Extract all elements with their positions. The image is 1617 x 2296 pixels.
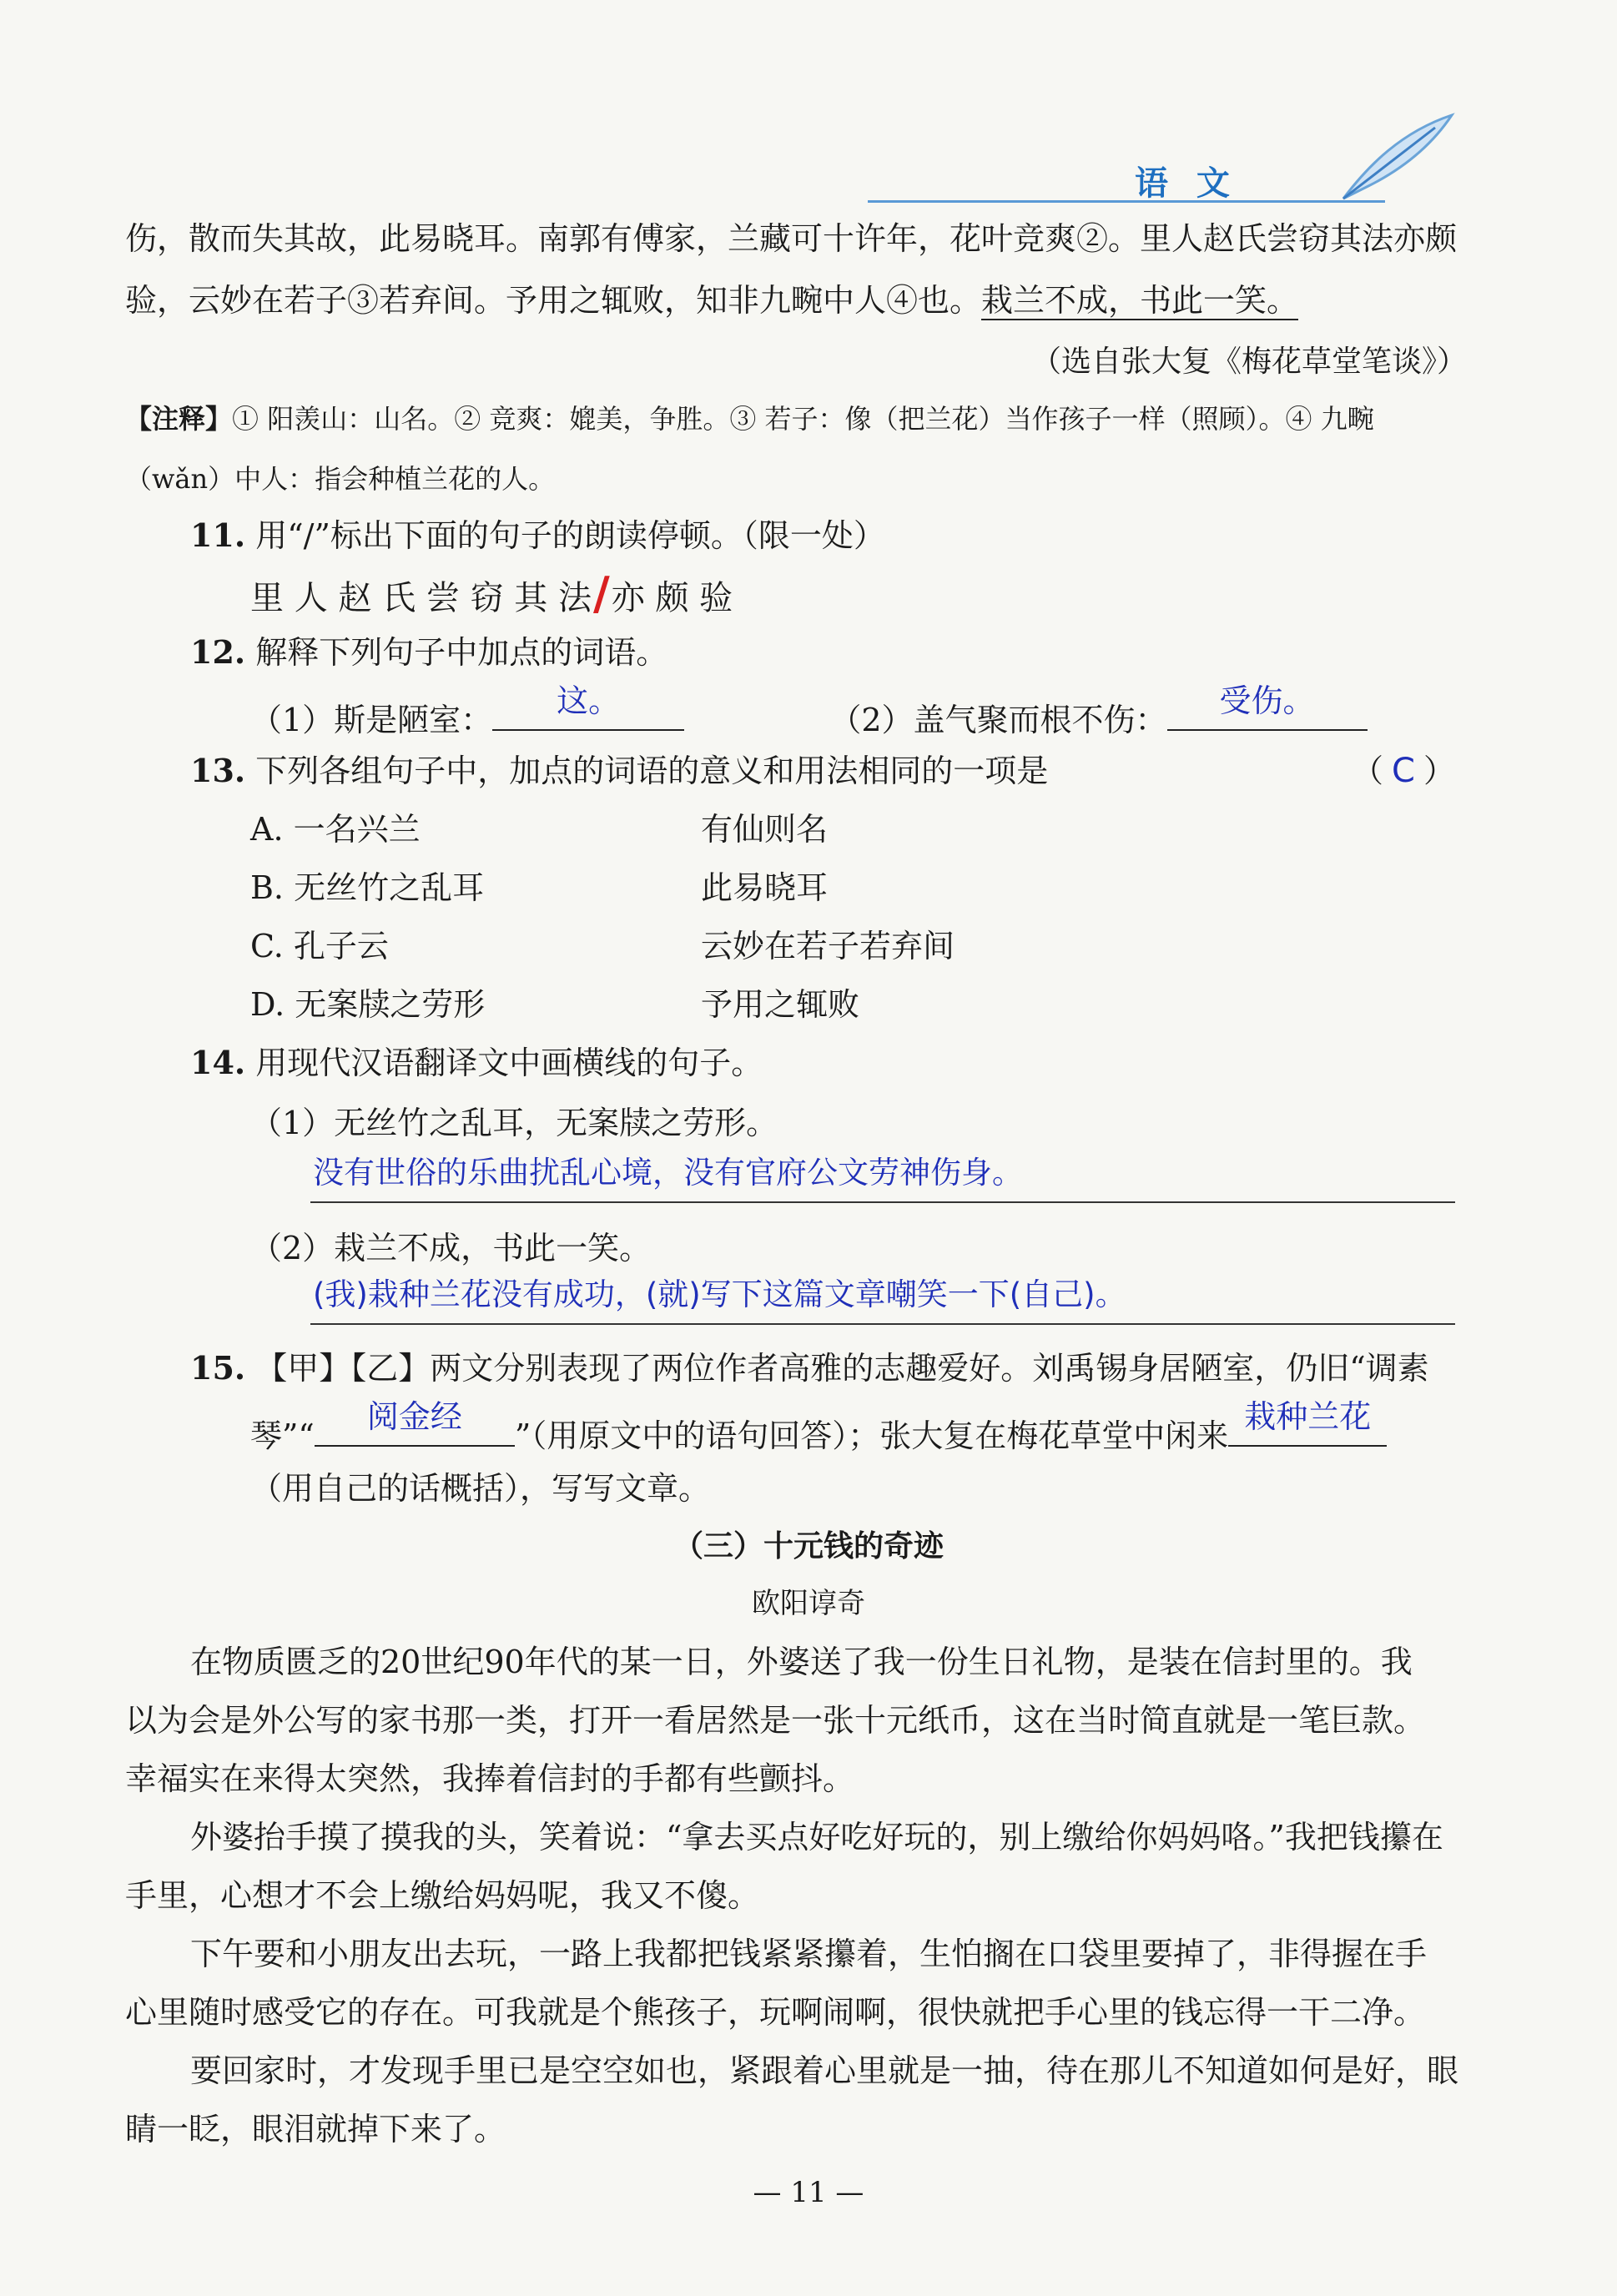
s3-p2-line-2: 手里，心想才不会上缴给妈妈呢，我又不傻。 [125,1877,760,1914]
q11-prompt [190,512,885,559]
q13-prompt [190,748,1048,794]
q13-option-c: C. 孔子云 [250,928,389,964]
q14-item-2: （2）栽兰不成，书此一笑。 [250,1230,652,1266]
q12-prompt [190,629,667,676]
q11-sentence [250,567,733,622]
q12-answer-2: 受伤。 [1219,682,1315,719]
q12-item-1: （1）斯是陋室： [250,702,493,738]
s3-p2-line-1: 外婆抬手摸了摸我的头，笑着说：“拿去买点好吃好玩的，别上缴给你妈妈咯。”我把钱攥在 [190,1819,1443,1855]
q11-text: 用“/”标出下面的句子的朗读停顿。（限一处） [255,517,885,554]
notes-line-2: （wǎn）中人：指会种植兰花的人。 [125,463,556,495]
q11-sentence-a: 里 人 赵 氏 尝 窃 其 法 [250,579,592,617]
q15-text-2b: ”（用原文中的语句回答）；张大复在梅花草堂中闲来 [514,1417,1229,1454]
q13-answer: C [1392,752,1415,790]
s3-p1-line-2: 以为会是外公写的家书那一类，打开一看居然是一张十元纸币，这在当时简直就是一笔巨款。 [125,1702,1426,1739]
q13-option-d-pair: 予用之辄败 [701,986,860,1023]
s3-p3-line-1: 下午要和小朋友出去玩，一路上我都把钱紧紧攥着，生怕搁在口袋里要掉了，非得握在手 [190,1936,1428,1972]
passage-line-1: 伤，散而失其故，此易晓耳。南郭有傅家，兰藏可十许年，花叶竞爽②。里人赵氏尝窃其法亦颇 [125,220,1458,257]
q14-item-1: （1）无丝竹之乱耳，无案牍之劳形。 [250,1105,778,1141]
q15-answer-1: 阅金经 [366,1398,462,1435]
q13-option-b: B. 无丝竹之乱耳 [250,869,485,906]
q14-answer-2: (我)栽种兰花没有成功，(就)写下这篇文章嘲笑一下(自己)。 [313,1276,1126,1312]
notes-label: 【注释】 [125,403,233,435]
header-subject: 语 文 [1135,164,1238,203]
section3-author: 欧阳谆奇 [752,1587,865,1620]
q15-blank-1 [315,1398,515,1447]
q14-number: 14. [190,1044,246,1081]
s3-p1-line-3: 幸福实在来得太突然，我捧着信封的手都有些颤抖。 [125,1760,855,1797]
q15-answer-2: 栽种兰花 [1244,1398,1372,1435]
passage-line-2 [125,277,1298,324]
q11-number: 11. [190,516,246,554]
q11-sentence-b: 亦 颇 验 [611,579,733,617]
q15-line-2 [250,1398,1387,1459]
q12-blank-2 [1167,682,1368,731]
page-number: — 11 — [753,2176,864,2209]
q13-paren-open: （ [1352,753,1384,789]
q13-option-d: D. 无案牍之劳形 [250,986,486,1023]
underlined-sentence: 栽兰不成，书此一笑。 [981,282,1299,319]
q15-line-1 [190,1345,1429,1392]
passage-line-2-text: 验，云妙在若子③若弃间。予用之辄败，知非九畹中人④也。 [125,282,982,319]
passage-source: （选自张大复《梅花草堂笔谈》） [1030,345,1467,379]
q14-text: 用现代汉语翻译文中画横线的句子。 [255,1045,763,1081]
q13-number: 13. [190,752,246,789]
q13-paren-close: ） [1423,753,1455,789]
q14-answer-1: 没有世俗的乐曲扰乱心境，没有官府公文劳神伤身。 [313,1155,1023,1191]
q12-number: 12. [190,633,246,671]
q13-option-c-pair: 云妙在若子若弃间 [701,928,955,964]
q12-items [250,682,1368,743]
q13-text: 下列各组句子中，加点的词语的意义和用法相同的一项是 [255,753,1049,789]
q15-text-2a: 琴”“ [250,1417,315,1454]
s3-p4-line-2: 睛一眨，眼泪就掉下来了。 [125,2111,506,2147]
q13-option-a: A. 一名兴兰 [250,811,421,848]
q13-answer-paren [1352,748,1455,794]
section3-title: （三）十元钱的奇迹 [672,1529,944,1563]
feather-icon [1335,107,1460,207]
q11-slash-answer: / [593,567,610,620]
s3-p3-line-2: 心里随时感受它的存在。可我就是个熊孩子，玩啊闹啊，很快就把手心里的钱忘得一干二净。 [125,1994,1426,2031]
s3-p4-line-1: 要回家时，才发现手里已是空空如也，紧跟着心里就是一抽，待在那儿不知道如何是好，眼 [190,2052,1459,2089]
q15-blank-2 [1228,1398,1387,1447]
q15-text-1: 【甲】【乙】两文分别表现了两位作者高雅的志趣爱好。刘禹锡身居陋室，仍旧“调素 [255,1350,1429,1387]
q14-answer-1-line [310,1201,1455,1203]
notes-line-1 [125,395,1374,442]
q12-text: 解释下列句子中加点的词语。 [255,634,668,671]
q14-answer-2-line [310,1323,1455,1325]
notes-text-1: ① 阳羡山：山名。② 竞爽：媲美，争胜。③ 若子：像（把兰花）当作孩子一样（照顾）。④ 九畹 [232,403,1374,435]
q13-option-a-pair: 有仙则名 [701,811,829,848]
q12-blank-1 [492,682,684,731]
q14-prompt [190,1040,763,1086]
header-rule [868,200,1385,203]
q12-answer-1: 这。 [557,682,621,719]
s3-p1-line-1: 在物质匮乏的20世纪90年代的某一日，外婆送了我一份生日礼物，是装在信封里的。我 [190,1644,1413,1680]
q15-number: 15. [190,1349,246,1387]
q13-option-b-pair: 此易晓耳 [701,869,829,906]
q15-line-3: （用自己的话概括），写写文章。 [250,1470,711,1507]
q12-item-2: （2）盖气聚而根不伤： [829,702,1167,738]
